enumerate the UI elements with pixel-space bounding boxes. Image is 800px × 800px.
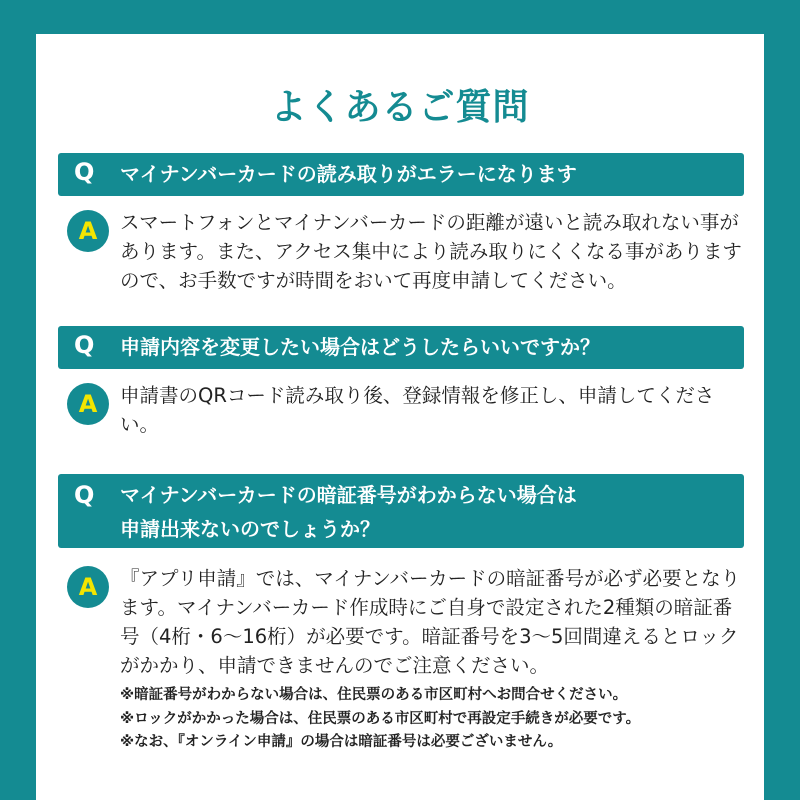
question-text: 申請内容を変更したい場合はどうしたらいいですか？ [120, 335, 600, 359]
q-mark: Q [74, 158, 95, 186]
note-item: ※暗証番号がわからない場合は、住民票のある市区町村へお問合せください。 [120, 687, 628, 703]
question-bar [58, 326, 744, 369]
answer-block [58, 564, 744, 755]
answer-text: 『アプリ申請』では、マイナンバーカードの暗証番号が必ず必要となります。マイナンバーカード作成時にご自身で設定された2種類の暗証番号（4桁・6〜16桁）が必要です。暗証番号を3〜5回間違えるとロックがかかり、申請できませんのでご注意ください。 [120, 567, 741, 677]
question-bar [58, 474, 744, 548]
note-item: ※ロックがかかった場合は、住民票のある市区町村で再設定手続きが必要です。 [120, 710, 641, 727]
answer-block [58, 208, 744, 295]
answer-block [58, 381, 744, 439]
question-text: マイナンバーカードの読み取りがエラーになります [120, 162, 577, 186]
faq-panel [36, 34, 764, 800]
faq-item-1 [58, 153, 744, 295]
answer-badge-icon [67, 566, 109, 608]
answer-text: スマートフォンとマイナンバーカードの距離が遠いと読み取れない事があります。また、アクセス集中により読み取りにくくなる事がありますので、お手数ですが時間をおいて再度申請してください。 [120, 211, 742, 292]
answer-badge-icon [67, 210, 109, 252]
note-item: ※なお、『オンライン申請』の場合は暗証番号は必要ございません。 [120, 734, 563, 750]
question-bar [58, 153, 744, 196]
faq-item-3 [58, 474, 744, 755]
a-mark: A [78, 390, 98, 418]
q-mark: Q [74, 331, 95, 359]
page-title: よくあるご質問 [270, 87, 530, 128]
answer-badge-icon [67, 383, 109, 425]
answer-text: 申請書のQRコード読み取り後、登録情報を修正し、申請してください。 [120, 384, 715, 436]
q-mark: Q [74, 481, 95, 509]
question-text: マイナンバーカードの暗証番号がわからない場合は 申請出来ないのでしょうか？ [120, 483, 577, 541]
faq-item-2 [58, 326, 744, 439]
a-mark: A [78, 217, 98, 245]
answer-notes [120, 684, 744, 755]
a-mark: A [78, 573, 98, 601]
